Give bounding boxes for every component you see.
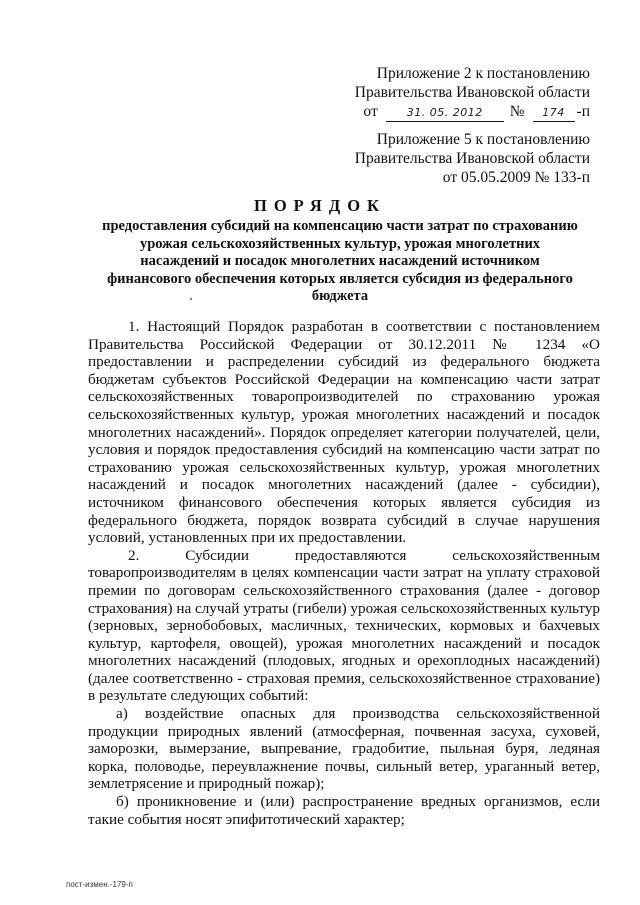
from-label: от: [363, 103, 378, 120]
paragraph-1: 1. Настоящий Порядок разработан в соответствии с постановлением Правительства Российской Федерации от 30.12.2011 № 1234 «О предоставлении и распределении субсидий из федерального бюджета бюджетам субъектов Российской Федерации на компенсацию части затрат сельскохозяйственных товаропроизводителей по страхованию урожая сельскохозяйственных культур, урожая многолетних насаждений и посадок многолетних насаждений». Порядок определяет категории получателей, цели, условия и порядок предоставления субсидий на компенсацию части затрат по страхованию урожая сельскохозяйственных культур, урожая многолетних насаждений и посадок многолетних насаждений (далее - субсидии), источником финансового обеспечения которых является субсидия из федерального бюджета, порядок возврата субсидий в случае нарушения условий, установленных при их предоставлении.: [88, 318, 600, 547]
original-appendix-line-1: Приложение 5 к постановлению: [376, 131, 590, 148]
appendix-line-2: Правительства Ивановской области: [354, 84, 590, 101]
appendix-date-number-line: [355, 102, 590, 122]
original-appendix-line-3: от 05.05.2009 № 133-п: [442, 169, 590, 186]
appendix-header-original: [355, 130, 590, 187]
document-title: ПОРЯДОК: [254, 196, 386, 215]
document-subtitle: предоставления субсидий на компенсацию части затрат по страхованию урожая сельскохозяйственных культур, урожая многолетних насаждений и посадок многолетних насаждений источником финансового обеспечения которых является субсидия из федерального бюджета: [102, 218, 578, 304]
paragraph-2b: б) проникновение и (или) распространение вредных организмов, если такие события носят эпифитотический характер;: [88, 793, 600, 828]
appendix-line-1: Приложение 2 к постановлению: [376, 65, 590, 82]
document-body: [88, 318, 600, 828]
scan-speck: [190, 298, 192, 300]
handwritten-date: 31. 05. 2012: [386, 106, 504, 122]
number-label: №: [509, 103, 525, 120]
appendix-header-current: [355, 64, 590, 122]
number-suffix: -п: [576, 103, 590, 120]
handwritten-number: 174: [533, 106, 575, 122]
original-appendix-line-2: Правительства Ивановской области: [354, 150, 590, 167]
paragraph-2a: а) воздействие опасных для производства сельскохозяйственной продукции природных явлений (атмосферная, почвенная засуха, суховей, заморозки, вымерзание, выпревание, градобитие, пыльная буря, ледяная корка, половодье, переувлажнение почвы, сильный ветер, ураганный ветер, землетрясение и природный пожар);: [88, 705, 600, 793]
paragraph-2: 2. Субсидии предоставляются сельскохозяйственным товаропроизводителям в целях компенсации части затрат на уплату страховой премии по договорам сельскохозяйственного страхования (далее - договор страхования) на случай утраты (гибели) урожая сельскохозяйственных культур (зерновых, зернобобовых, масличных, технических, кормовых и бахчевых культур, картофеля, овощей), урожая многолетних насаждений и посадок многолетних насаждений (плодовых, ягодных и орехоплодных насаждений) (далее соответственно - страховая премия, сельскохозяйственное страхование) в результате следующих событий:: [88, 546, 601, 705]
footer-file-reference: пост-измен.-179-п: [66, 880, 133, 889]
